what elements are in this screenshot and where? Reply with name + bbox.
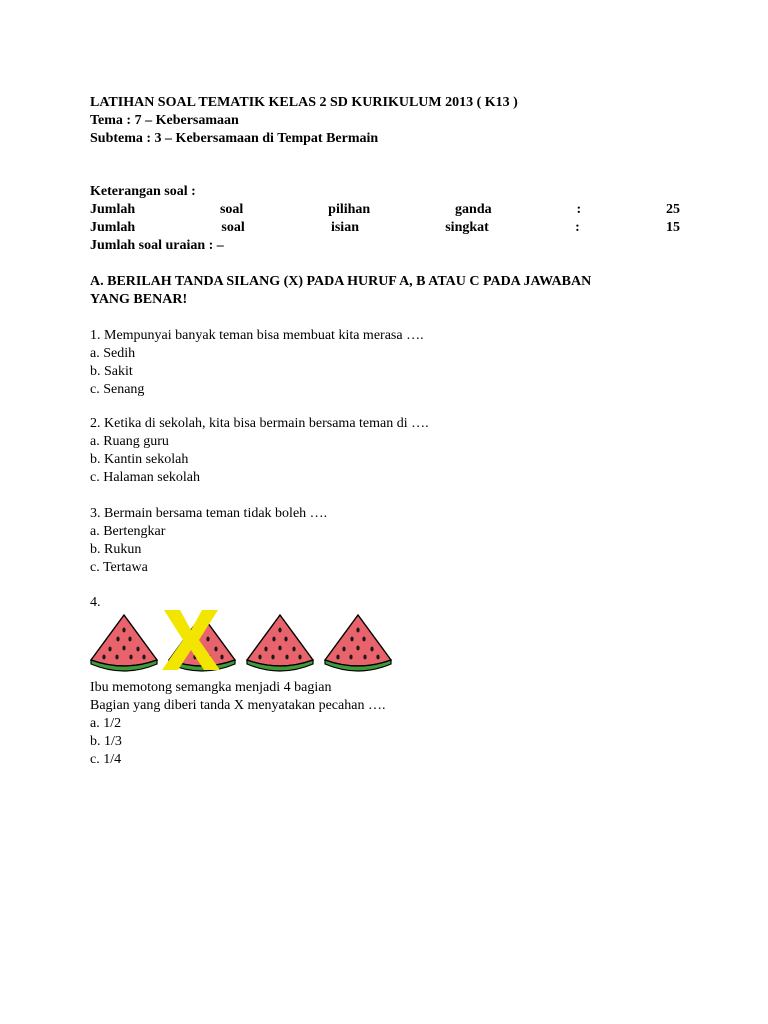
option-b: b. Rukun (90, 542, 142, 557)
question-3 (90, 505, 680, 577)
info-cell: Jumlah (90, 220, 136, 235)
question-info (90, 183, 680, 255)
info-cell: : (575, 220, 580, 235)
watermelon-illustration (88, 608, 398, 672)
subtema-line: Subtema : 3 – Kebersamaan di Tempat Bermain (90, 131, 379, 146)
info-cell: soal (219, 202, 244, 217)
option-b: b. Sakit (90, 364, 133, 379)
info-cell: : (576, 202, 582, 217)
question-text: 1. Mempunyai banyak teman bisa membuat kita merasa …. (90, 328, 424, 343)
question-2 (90, 415, 680, 487)
tema-line: Tema : 7 – Kebersamaan (90, 113, 239, 128)
watermelon-slice-icon (244, 612, 316, 672)
info-cell: pilihan (328, 202, 371, 217)
watermelon-slice-icon (322, 612, 394, 672)
section-a-line-1: A. BERILAH TANDA SILANG (X) PADA HURUF A, B ATAU C PADA JAWABAN (90, 274, 592, 289)
question-text: 3. Bermain bersama teman tidak boleh …. (90, 506, 328, 521)
info-cell: ganda (455, 202, 492, 217)
question-text-line-1: Ibu memotong semangka menjadi 4 bagian (90, 680, 332, 695)
option-b: b. 1/3 (90, 734, 122, 749)
info-row-pilihan-ganda (90, 201, 680, 219)
document-title: LATIHAN SOAL TEMATIK KELAS 2 SD KURIKULUM 2013 ( K13 ) (90, 95, 518, 110)
x-mark-icon (160, 608, 222, 672)
option-a: a. Sedih (90, 346, 136, 361)
watermelon-slice-icon (88, 612, 160, 672)
info-uraian: Jumlah soal uraian : – (90, 238, 224, 253)
question-text: 2. Ketika di sekolah, kita bisa bermain bersama teman di …. (90, 416, 429, 431)
option-b: b. Kantin sekolah (90, 452, 189, 467)
info-cell: 25 (665, 202, 680, 217)
info-heading: Keterangan soal : (90, 184, 196, 199)
option-a: a. 1/2 (90, 716, 122, 731)
option-a: a. Ruang guru (90, 434, 169, 449)
question-1 (90, 327, 680, 399)
document-header (90, 94, 680, 148)
option-a: a. Bertengkar (90, 524, 166, 539)
section-a-line-2: YANG BENAR! (90, 292, 188, 307)
question-4 (90, 679, 680, 769)
info-cell: soal (221, 220, 245, 235)
option-c: c. 1/4 (90, 752, 122, 767)
option-c: c. Halaman sekolah (90, 470, 201, 485)
info-cell: Jumlah (90, 202, 136, 217)
info-row-isian-singkat (90, 219, 680, 237)
info-cell: isian (330, 220, 359, 235)
question-text-line-2: Bagian yang diberi tanda X menyatakan pecahan …. (90, 698, 386, 713)
question-number: 4. (90, 595, 101, 610)
option-c: c. Senang (90, 382, 145, 397)
info-cell: singkat (445, 220, 489, 235)
section-a-instruction (90, 273, 680, 309)
option-c: c. Tertawa (90, 560, 148, 575)
info-cell: 15 (665, 220, 680, 235)
